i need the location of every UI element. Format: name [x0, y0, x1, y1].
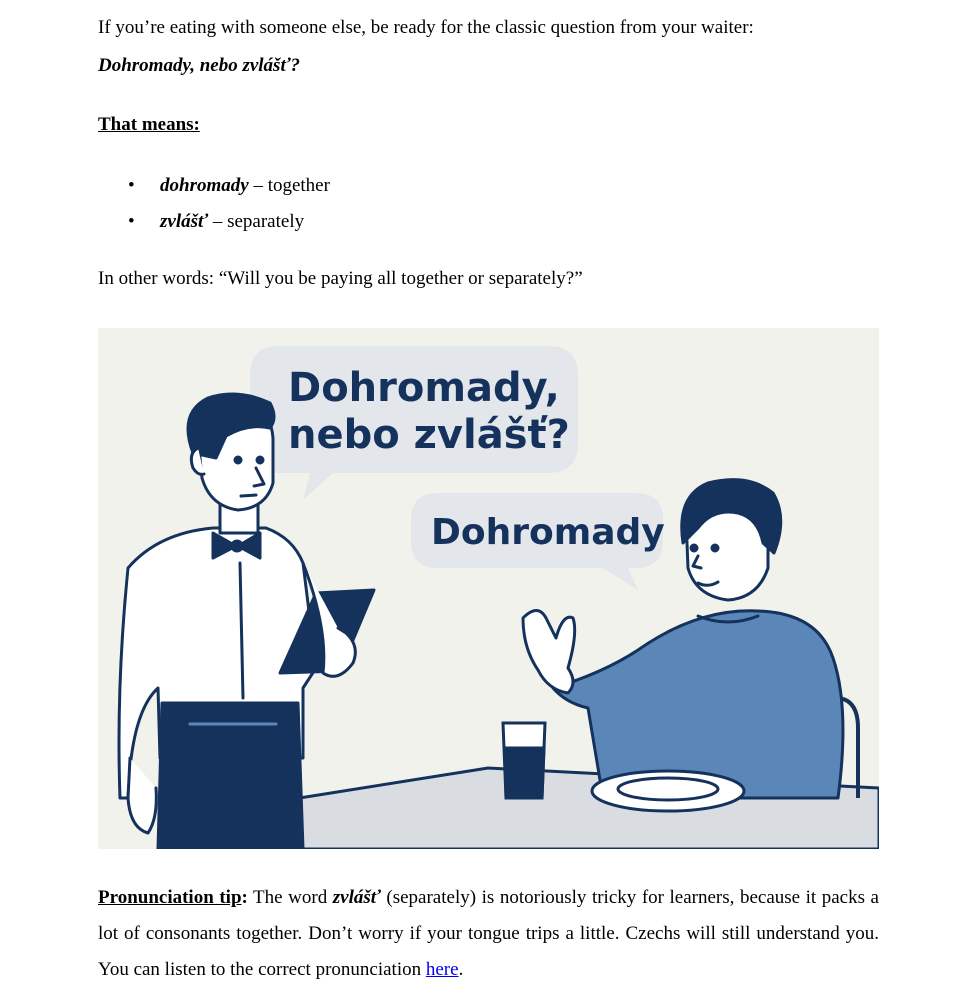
- plate: [592, 771, 744, 811]
- customer-bubble-text: Dohromady: [431, 512, 665, 553]
- waiter-bubble-line1: Dohromady,: [288, 365, 560, 411]
- restaurant-illustration: [98, 328, 879, 849]
- tip-text-after: (separately) is notoriously tricky for learners, because it packs a lot of consonants together. Don’t worry if your tongue trips a little. Czechs will still understand you. You can listen to the correct pronunciation: [98, 887, 879, 980]
- water-glass: [503, 723, 545, 798]
- waiter-question: Dohromady, nebo zvlášť?: [98, 55, 301, 76]
- waiter-bubble-line2: nebo zvlášť?: [288, 412, 570, 458]
- term-definition: – separately: [208, 211, 305, 232]
- that-means-heading: That means:: [98, 114, 200, 135]
- bullet-icon: •: [128, 211, 135, 232]
- tip-label: Pronunciation tip: [98, 887, 242, 908]
- term-definition: – together: [248, 175, 330, 196]
- tip-word: zvlášť: [332, 887, 381, 908]
- tip-end: .: [458, 959, 464, 980]
- tip-text-before: The word: [247, 887, 333, 908]
- term-word: dohromady: [160, 175, 249, 196]
- terms-list: [98, 172, 330, 244]
- term-word: zvlášť: [160, 211, 209, 232]
- in-other-words-paragraph: In other words: “Will you be paying all together or separately?”: [98, 268, 583, 289]
- list-item: [98, 172, 330, 208]
- list-item: [98, 208, 330, 244]
- tip-colon: :: [241, 887, 248, 908]
- pronunciation-link[interactable]: here: [425, 959, 459, 980]
- pronunciation-tip-paragraph: [98, 880, 879, 988]
- bullet-icon: •: [128, 175, 135, 196]
- intro-paragraph: If you’re eating with someone else, be ready for the classic question from your waiter:: [98, 17, 754, 38]
